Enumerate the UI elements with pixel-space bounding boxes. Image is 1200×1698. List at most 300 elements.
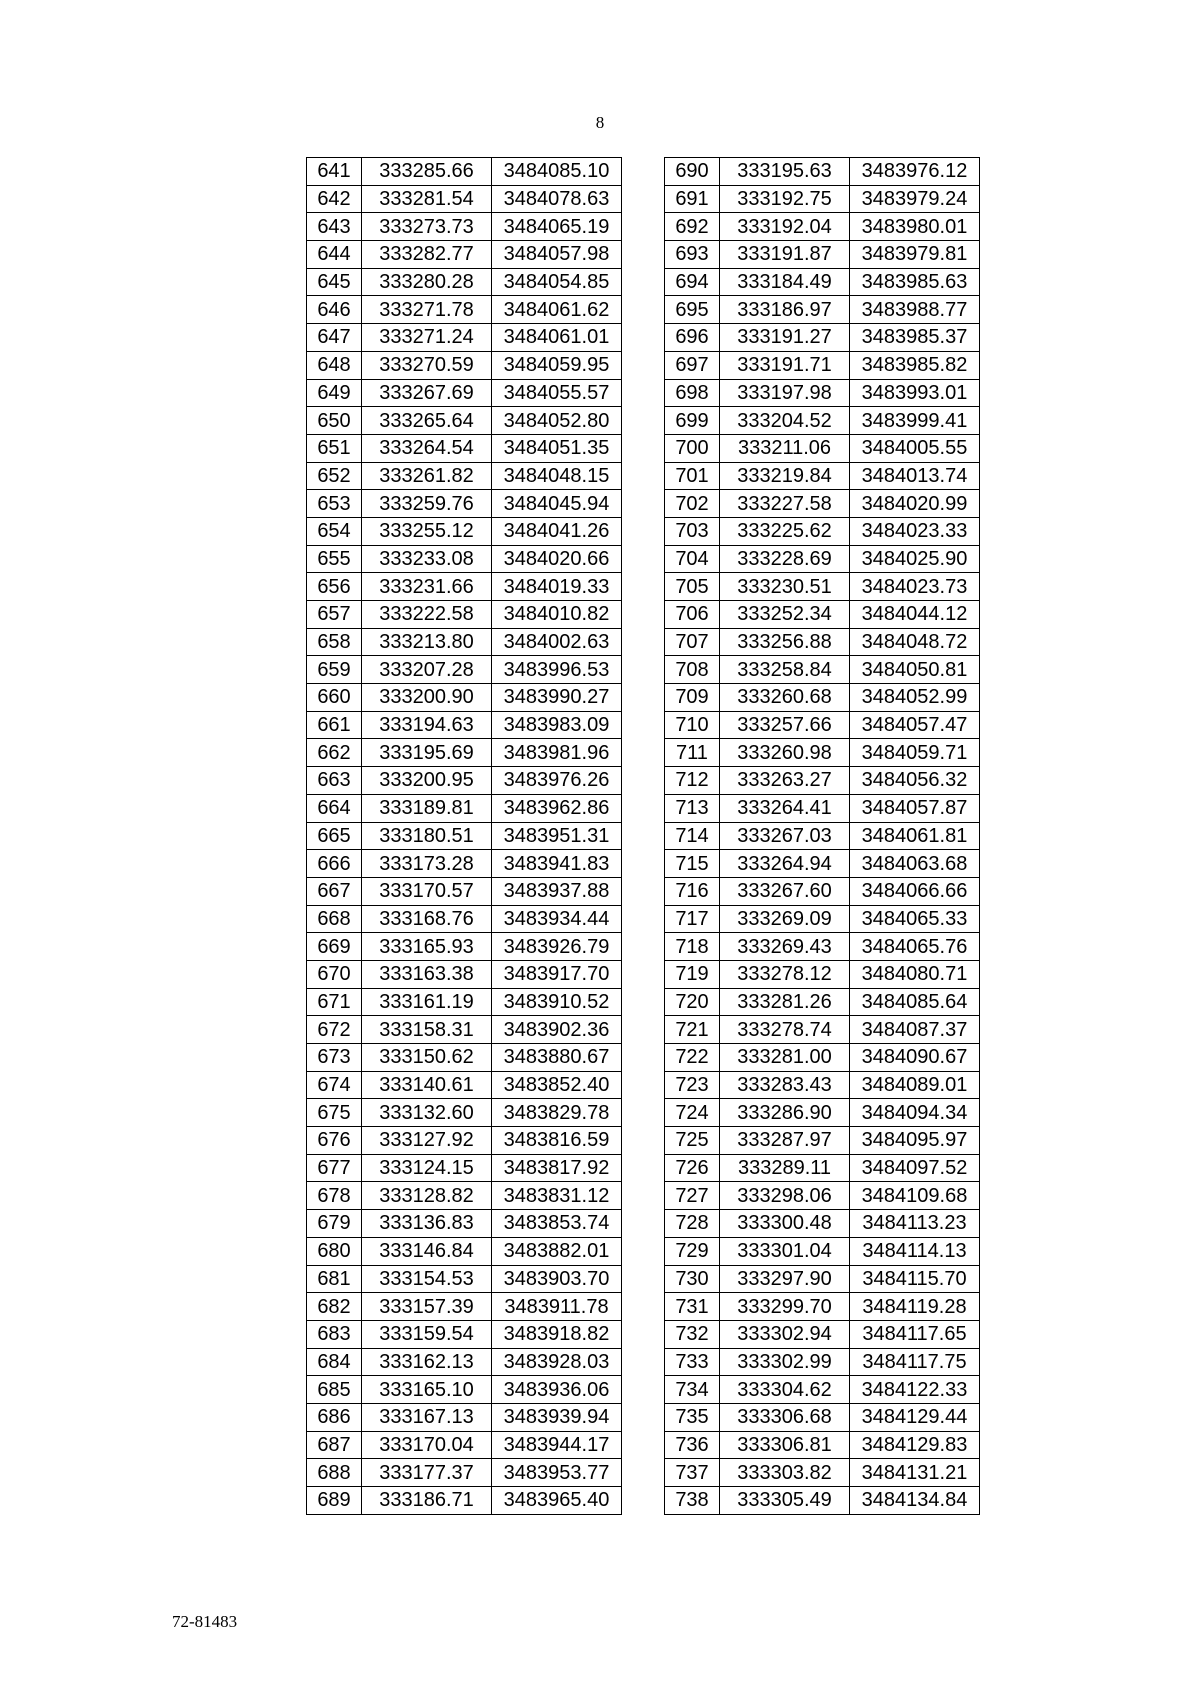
y-coordinate-cell: 3484054.85: [492, 268, 622, 296]
table-row: [665, 490, 980, 518]
y-coordinate-cell: 3483817.92: [492, 1154, 622, 1182]
x-coordinate-cell: 333197.98: [720, 379, 850, 407]
table-row: [307, 1127, 622, 1155]
table-row: [307, 158, 622, 186]
y-coordinate-cell: 3484019.33: [492, 573, 622, 601]
table-row: [307, 241, 622, 269]
x-coordinate-cell: 333150.62: [362, 1044, 492, 1072]
x-coordinate-cell: 333260.98: [720, 739, 850, 767]
y-coordinate-cell: 3483985.82: [850, 351, 980, 379]
point-number-cell: 680: [307, 1237, 362, 1265]
y-coordinate-cell: 3484113.23: [850, 1210, 980, 1238]
y-coordinate-cell: 3484051.35: [492, 434, 622, 462]
x-coordinate-cell: 333157.39: [362, 1293, 492, 1321]
table-row: [665, 1265, 980, 1293]
x-coordinate-cell: 333278.12: [720, 960, 850, 988]
table-row: [307, 905, 622, 933]
table-row: [665, 241, 980, 269]
coordinate-table-body: [665, 158, 980, 1515]
x-coordinate-cell: 333257.66: [720, 711, 850, 739]
table-row: [307, 988, 622, 1016]
point-number-cell: 699: [665, 407, 720, 435]
table-row: [665, 1044, 980, 1072]
y-coordinate-cell: 3483965.40: [492, 1487, 622, 1515]
table-row: [665, 905, 980, 933]
point-number-cell: 671: [307, 988, 362, 1016]
table-row: [665, 850, 980, 878]
point-number-cell: 662: [307, 739, 362, 767]
y-coordinate-cell: 3484044.12: [850, 601, 980, 629]
x-coordinate-cell: 333140.61: [362, 1071, 492, 1099]
table-row: [307, 1487, 622, 1515]
x-coordinate-cell: 333258.84: [720, 656, 850, 684]
table-row: [307, 1016, 622, 1044]
y-coordinate-cell: 3484010.82: [492, 601, 622, 629]
y-coordinate-cell: 3483937.88: [492, 877, 622, 905]
y-coordinate-cell: 3484114.13: [850, 1237, 980, 1265]
x-coordinate-cell: 333230.51: [720, 573, 850, 601]
y-coordinate-cell: 3483934.44: [492, 905, 622, 933]
x-coordinate-cell: 333231.66: [362, 573, 492, 601]
point-number-cell: 694: [665, 268, 720, 296]
y-coordinate-cell: 3484025.90: [850, 545, 980, 573]
point-number-cell: 698: [665, 379, 720, 407]
point-number-cell: 685: [307, 1376, 362, 1404]
x-coordinate-cell: 333267.69: [362, 379, 492, 407]
point-number-cell: 672: [307, 1016, 362, 1044]
y-coordinate-cell: 3483852.40: [492, 1071, 622, 1099]
x-coordinate-cell: 333161.19: [362, 988, 492, 1016]
point-number-cell: 736: [665, 1431, 720, 1459]
y-coordinate-cell: 3483829.78: [492, 1099, 622, 1127]
point-number-cell: 712: [665, 767, 720, 795]
point-number-cell: 682: [307, 1293, 362, 1321]
point-number-cell: 732: [665, 1320, 720, 1348]
x-coordinate-cell: 333280.28: [362, 268, 492, 296]
point-number-cell: 735: [665, 1403, 720, 1431]
point-number-cell: 709: [665, 684, 720, 712]
y-coordinate-cell: 3484061.81: [850, 822, 980, 850]
table-row: [307, 1320, 622, 1348]
point-number-cell: 727: [665, 1182, 720, 1210]
x-coordinate-cell: 333170.57: [362, 877, 492, 905]
x-coordinate-cell: 333146.84: [362, 1237, 492, 1265]
y-coordinate-cell: 3484061.62: [492, 296, 622, 324]
x-coordinate-cell: 333159.54: [362, 1320, 492, 1348]
y-coordinate-cell: 3483917.70: [492, 960, 622, 988]
x-coordinate-cell: 333191.87: [720, 241, 850, 269]
x-coordinate-cell: 333297.90: [720, 1265, 850, 1293]
point-number-cell: 665: [307, 822, 362, 850]
table-row: [665, 1127, 980, 1155]
point-number-cell: 657: [307, 601, 362, 629]
x-coordinate-cell: 333270.59: [362, 351, 492, 379]
y-coordinate-cell: 3484095.97: [850, 1127, 980, 1155]
table-row: [307, 960, 622, 988]
point-number-cell: 687: [307, 1431, 362, 1459]
x-coordinate-cell: 333127.92: [362, 1127, 492, 1155]
x-coordinate-cell: 333189.81: [362, 794, 492, 822]
point-number-cell: 711: [665, 739, 720, 767]
table-row: [307, 601, 622, 629]
y-coordinate-cell: 3483951.31: [492, 822, 622, 850]
table-row: [665, 933, 980, 961]
table-row: [665, 739, 980, 767]
y-coordinate-cell: 3484048.15: [492, 462, 622, 490]
point-number-cell: 720: [665, 988, 720, 1016]
point-number-cell: 689: [307, 1487, 362, 1515]
y-coordinate-cell: 3483962.86: [492, 794, 622, 822]
y-coordinate-cell: 3484050.81: [850, 656, 980, 684]
x-coordinate-cell: 333281.00: [720, 1044, 850, 1072]
x-coordinate-cell: 333278.74: [720, 1016, 850, 1044]
y-coordinate-cell: 3484052.99: [850, 684, 980, 712]
y-coordinate-cell: 3484122.33: [850, 1376, 980, 1404]
point-number-cell: 706: [665, 601, 720, 629]
point-number-cell: 650: [307, 407, 362, 435]
point-number-cell: 670: [307, 960, 362, 988]
y-coordinate-cell: 3483981.96: [492, 739, 622, 767]
table-row: [665, 1182, 980, 1210]
y-coordinate-cell: 3483816.59: [492, 1127, 622, 1155]
table-row: [665, 1154, 980, 1182]
point-number-cell: 719: [665, 960, 720, 988]
x-coordinate-cell: 333132.60: [362, 1099, 492, 1127]
point-number-cell: 677: [307, 1154, 362, 1182]
y-coordinate-cell: 3484056.32: [850, 767, 980, 795]
table-row: [665, 1293, 980, 1321]
table-row: [665, 767, 980, 795]
x-coordinate-cell: 333186.71: [362, 1487, 492, 1515]
x-coordinate-cell: 333283.43: [720, 1071, 850, 1099]
x-coordinate-cell: 333222.58: [362, 601, 492, 629]
point-number-cell: 683: [307, 1320, 362, 1348]
table-row: [307, 1099, 622, 1127]
y-coordinate-cell: 3484066.66: [850, 877, 980, 905]
y-coordinate-cell: 3484065.33: [850, 905, 980, 933]
point-number-cell: 710: [665, 711, 720, 739]
table-row: [665, 1210, 980, 1238]
x-coordinate-cell: 333289.11: [720, 1154, 850, 1182]
point-number-cell: 725: [665, 1127, 720, 1155]
table-row: [665, 1403, 980, 1431]
x-coordinate-cell: 333165.93: [362, 933, 492, 961]
x-coordinate-cell: 333303.82: [720, 1459, 850, 1487]
table-row: [665, 434, 980, 462]
y-coordinate-cell: 3483911.78: [492, 1293, 622, 1321]
table-row: [665, 545, 980, 573]
point-number-cell: 666: [307, 850, 362, 878]
point-number-cell: 647: [307, 324, 362, 352]
point-number-cell: 702: [665, 490, 720, 518]
x-coordinate-cell: 333168.76: [362, 905, 492, 933]
point-number-cell: 707: [665, 628, 720, 656]
x-coordinate-cell: 333305.49: [720, 1487, 850, 1515]
table-row: [307, 185, 622, 213]
x-coordinate-cell: 333227.58: [720, 490, 850, 518]
point-number-cell: 688: [307, 1459, 362, 1487]
y-coordinate-cell: 3483831.12: [492, 1182, 622, 1210]
point-number-cell: 646: [307, 296, 362, 324]
y-coordinate-cell: 3483985.37: [850, 324, 980, 352]
table-row: [665, 573, 980, 601]
table-row: [665, 628, 980, 656]
y-coordinate-cell: 3484002.63: [492, 628, 622, 656]
table-row: [307, 517, 622, 545]
point-number-cell: 686: [307, 1403, 362, 1431]
x-coordinate-cell: 333252.34: [720, 601, 850, 629]
x-coordinate-cell: 333286.90: [720, 1099, 850, 1127]
point-number-cell: 726: [665, 1154, 720, 1182]
table-row: [307, 794, 622, 822]
point-number-cell: 649: [307, 379, 362, 407]
x-coordinate-cell: 333195.63: [720, 158, 850, 186]
point-number-cell: 644: [307, 241, 362, 269]
x-coordinate-cell: 333269.43: [720, 933, 850, 961]
table-row: [307, 462, 622, 490]
y-coordinate-cell: 3484005.55: [850, 434, 980, 462]
x-coordinate-cell: 333267.60: [720, 877, 850, 905]
table-row: [307, 1044, 622, 1072]
point-number-cell: 737: [665, 1459, 720, 1487]
table-row: [307, 628, 622, 656]
x-coordinate-cell: 333165.10: [362, 1376, 492, 1404]
point-number-cell: 658: [307, 628, 362, 656]
table-row: [307, 1293, 622, 1321]
y-coordinate-cell: 3483999.41: [850, 407, 980, 435]
y-coordinate-cell: 3484013.74: [850, 462, 980, 490]
point-number-cell: 730: [665, 1265, 720, 1293]
x-coordinate-cell: 333259.76: [362, 490, 492, 518]
y-coordinate-cell: 3484057.87: [850, 794, 980, 822]
x-coordinate-cell: 333228.69: [720, 545, 850, 573]
table-row: [307, 1182, 622, 1210]
table-row: [665, 822, 980, 850]
y-coordinate-cell: 3484020.99: [850, 490, 980, 518]
point-number-cell: 659: [307, 656, 362, 684]
table-row: [665, 407, 980, 435]
table-row: [665, 1487, 980, 1515]
y-coordinate-cell: 3484109.68: [850, 1182, 980, 1210]
table-row: [665, 656, 980, 684]
table-row: [307, 822, 622, 850]
table-row: [307, 490, 622, 518]
point-number-cell: 717: [665, 905, 720, 933]
x-coordinate-cell: 333261.82: [362, 462, 492, 490]
y-coordinate-cell: 3484057.98: [492, 241, 622, 269]
table-row: [665, 1071, 980, 1099]
x-coordinate-cell: 333191.27: [720, 324, 850, 352]
x-coordinate-cell: 333264.41: [720, 794, 850, 822]
point-number-cell: 676: [307, 1127, 362, 1155]
x-coordinate-cell: 333186.97: [720, 296, 850, 324]
document-code: 72-81483: [172, 1612, 238, 1631]
point-number-cell: 645: [307, 268, 362, 296]
x-coordinate-cell: 333281.54: [362, 185, 492, 213]
point-number-cell: 668: [307, 905, 362, 933]
table-row: [665, 877, 980, 905]
point-number-cell: 648: [307, 351, 362, 379]
point-number-cell: 718: [665, 933, 720, 961]
x-coordinate-cell: 333136.83: [362, 1210, 492, 1238]
point-number-cell: 728: [665, 1210, 720, 1238]
x-coordinate-cell: 333287.97: [720, 1127, 850, 1155]
y-coordinate-cell: 3484080.71: [850, 960, 980, 988]
point-number-cell: 738: [665, 1487, 720, 1515]
x-coordinate-cell: 333263.27: [720, 767, 850, 795]
table-row: [665, 988, 980, 1016]
point-number-cell: 643: [307, 213, 362, 241]
y-coordinate-cell: 3483944.17: [492, 1431, 622, 1459]
point-number-cell: 713: [665, 794, 720, 822]
point-number-cell: 655: [307, 545, 362, 573]
point-number-cell: 696: [665, 324, 720, 352]
x-coordinate-cell: 333264.54: [362, 434, 492, 462]
point-number-cell: 714: [665, 822, 720, 850]
x-coordinate-cell: 333302.99: [720, 1348, 850, 1376]
y-coordinate-cell: 3483880.67: [492, 1044, 622, 1072]
y-coordinate-cell: 3484048.72: [850, 628, 980, 656]
x-coordinate-cell: 333282.77: [362, 241, 492, 269]
point-number-cell: 681: [307, 1265, 362, 1293]
point-number-cell: 716: [665, 877, 720, 905]
table-row: [665, 185, 980, 213]
x-coordinate-cell: 333167.13: [362, 1403, 492, 1431]
x-coordinate-cell: 333211.06: [720, 434, 850, 462]
y-coordinate-cell: 3483976.12: [850, 158, 980, 186]
table-row: [307, 767, 622, 795]
x-coordinate-cell: 333204.52: [720, 407, 850, 435]
table-row: [307, 933, 622, 961]
y-coordinate-cell: 3484090.67: [850, 1044, 980, 1072]
x-coordinate-cell: 333200.95: [362, 767, 492, 795]
point-number-cell: 724: [665, 1099, 720, 1127]
point-number-cell: 733: [665, 1348, 720, 1376]
table-row: [307, 1237, 622, 1265]
point-number-cell: 653: [307, 490, 362, 518]
table-row: [307, 296, 622, 324]
coordinate-table-body: [307, 158, 622, 1515]
table-row: [307, 1403, 622, 1431]
point-number-cell: 695: [665, 296, 720, 324]
table-row: [307, 1348, 622, 1376]
y-coordinate-cell: 3484119.28: [850, 1293, 980, 1321]
x-coordinate-cell: 333304.62: [720, 1376, 850, 1404]
x-coordinate-cell: 333192.75: [720, 185, 850, 213]
point-number-cell: 663: [307, 767, 362, 795]
x-coordinate-cell: 333170.04: [362, 1431, 492, 1459]
y-coordinate-cell: 3484089.01: [850, 1071, 980, 1099]
y-coordinate-cell: 3483918.82: [492, 1320, 622, 1348]
x-coordinate-cell: 333162.13: [362, 1348, 492, 1376]
point-number-cell: 654: [307, 517, 362, 545]
point-number-cell: 674: [307, 1071, 362, 1099]
table-row: [665, 379, 980, 407]
table-row: [307, 1071, 622, 1099]
x-coordinate-cell: 333301.04: [720, 1237, 850, 1265]
x-coordinate-cell: 333302.94: [720, 1320, 850, 1348]
y-coordinate-cell: 3483996.53: [492, 656, 622, 684]
x-coordinate-cell: 333298.06: [720, 1182, 850, 1210]
x-coordinate-cell: 333207.28: [362, 656, 492, 684]
y-coordinate-cell: 3483928.03: [492, 1348, 622, 1376]
y-coordinate-cell: 3483976.26: [492, 767, 622, 795]
y-coordinate-cell: 3484052.80: [492, 407, 622, 435]
y-coordinate-cell: 3484041.26: [492, 517, 622, 545]
point-number-cell: 693: [665, 241, 720, 269]
point-number-cell: 690: [665, 158, 720, 186]
y-coordinate-cell: 3484117.75: [850, 1348, 980, 1376]
y-coordinate-cell: 3484129.44: [850, 1403, 980, 1431]
x-coordinate-cell: 333300.48: [720, 1210, 850, 1238]
y-coordinate-cell: 3483910.52: [492, 988, 622, 1016]
x-coordinate-cell: 333163.38: [362, 960, 492, 988]
y-coordinate-cell: 3484059.95: [492, 351, 622, 379]
y-coordinate-cell: 3484045.94: [492, 490, 622, 518]
x-coordinate-cell: 333200.90: [362, 684, 492, 712]
table-row: [307, 213, 622, 241]
y-coordinate-cell: 3484087.37: [850, 1016, 980, 1044]
y-coordinate-cell: 3484020.66: [492, 545, 622, 573]
y-coordinate-cell: 3484078.63: [492, 185, 622, 213]
x-coordinate-cell: 333124.15: [362, 1154, 492, 1182]
x-coordinate-cell: 333128.82: [362, 1182, 492, 1210]
y-coordinate-cell: 3483953.77: [492, 1459, 622, 1487]
table-row: [665, 1459, 980, 1487]
point-number-cell: 684: [307, 1348, 362, 1376]
page-number: 8: [595, 113, 605, 132]
point-number-cell: 705: [665, 573, 720, 601]
point-number-cell: 722: [665, 1044, 720, 1072]
table-row: [665, 1376, 980, 1404]
y-coordinate-cell: 3483939.94: [492, 1403, 622, 1431]
y-coordinate-cell: 3484134.84: [850, 1487, 980, 1515]
point-number-cell: 723: [665, 1071, 720, 1099]
x-coordinate-cell: 333256.88: [720, 628, 850, 656]
point-number-cell: 667: [307, 877, 362, 905]
point-number-cell: 669: [307, 933, 362, 961]
table-row: [665, 794, 980, 822]
y-coordinate-cell: 3484085.10: [492, 158, 622, 186]
table-row: [665, 960, 980, 988]
y-coordinate-cell: 3484023.73: [850, 573, 980, 601]
point-number-cell: 715: [665, 850, 720, 878]
x-coordinate-cell: 333271.24: [362, 324, 492, 352]
point-number-cell: 660: [307, 684, 362, 712]
x-coordinate-cell: 333213.80: [362, 628, 492, 656]
point-number-cell: 697: [665, 351, 720, 379]
table-row: [307, 379, 622, 407]
x-coordinate-cell: 333306.68: [720, 1403, 850, 1431]
y-coordinate-cell: 3483980.01: [850, 213, 980, 241]
point-number-cell: 661: [307, 711, 362, 739]
y-coordinate-cell: 3483903.70: [492, 1265, 622, 1293]
table-row: [665, 158, 980, 186]
x-coordinate-cell: 333269.09: [720, 905, 850, 933]
table-row: [307, 1210, 622, 1238]
y-coordinate-cell: 3483902.36: [492, 1016, 622, 1044]
table-row: [665, 462, 980, 490]
y-coordinate-cell: 3483993.01: [850, 379, 980, 407]
x-coordinate-cell: 333158.31: [362, 1016, 492, 1044]
table-row: [307, 1154, 622, 1182]
y-coordinate-cell: 3484129.83: [850, 1431, 980, 1459]
point-number-cell: 652: [307, 462, 362, 490]
y-coordinate-cell: 3484097.52: [850, 1154, 980, 1182]
point-number-cell: 641: [307, 158, 362, 186]
x-coordinate-cell: 333271.78: [362, 296, 492, 324]
x-coordinate-cell: 333273.73: [362, 213, 492, 241]
